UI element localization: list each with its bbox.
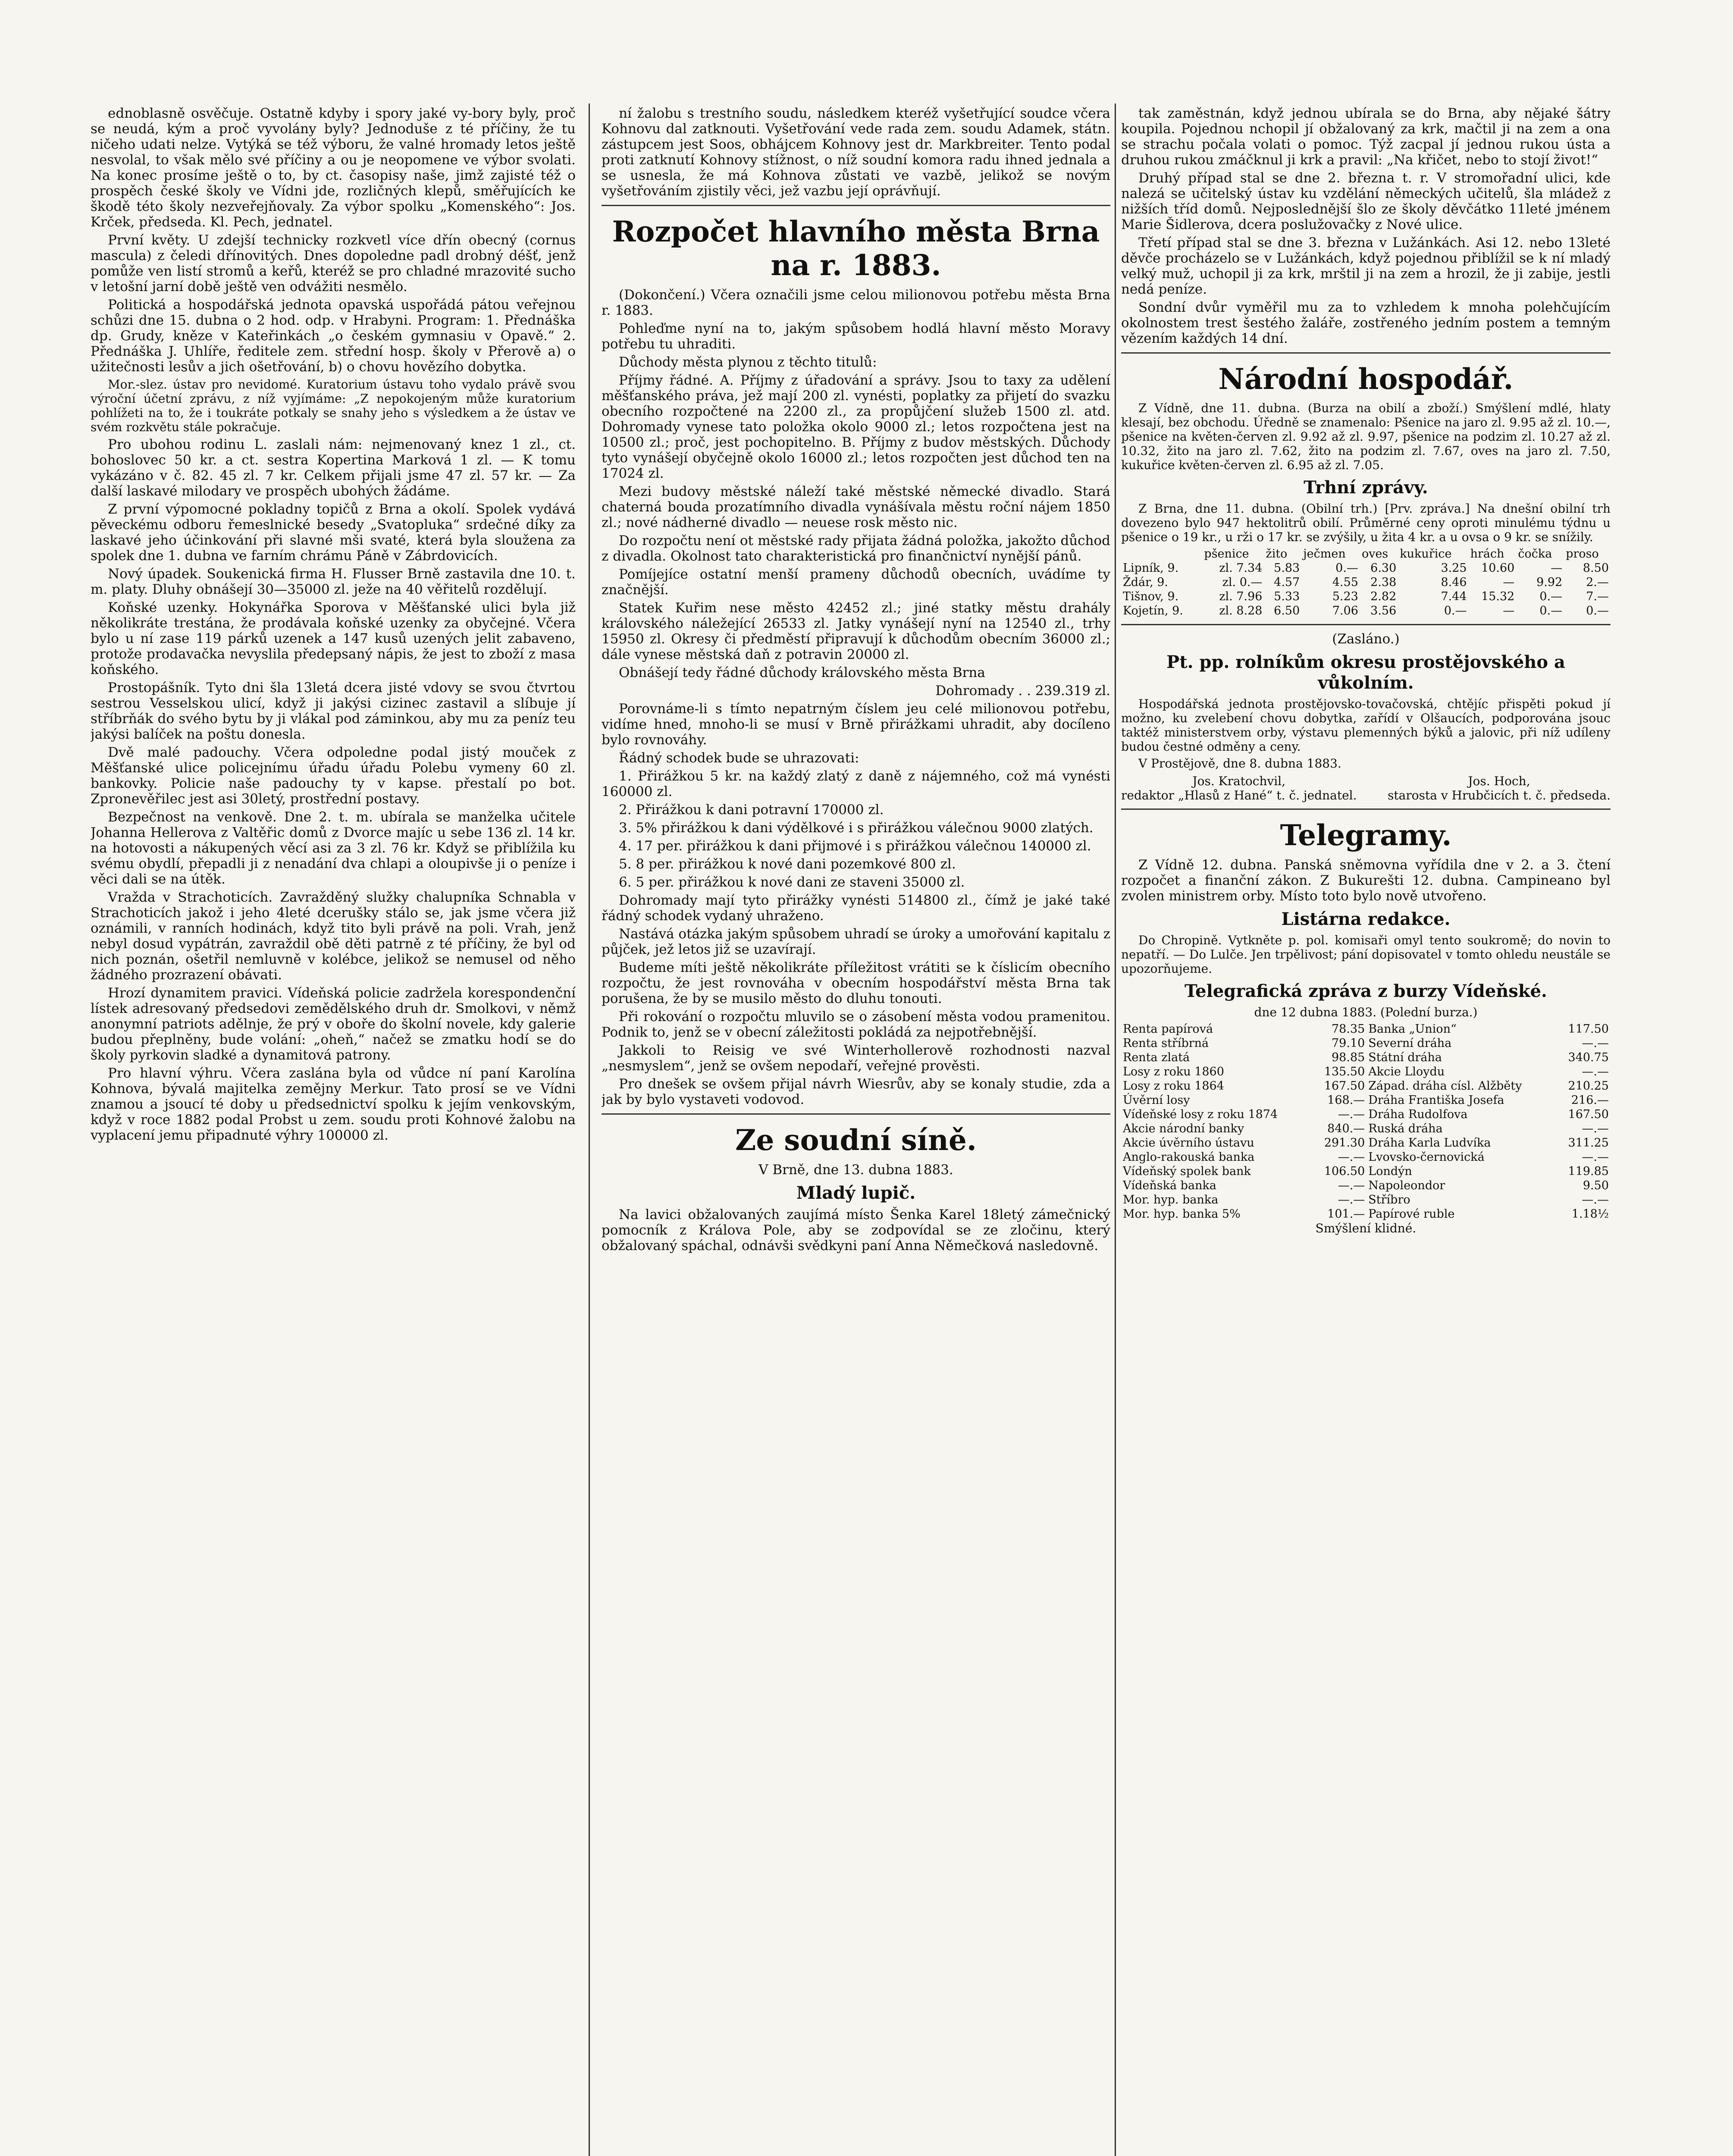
table-cell: Kojetín, 9. (1123, 604, 1183, 617)
divider (1121, 352, 1611, 354)
table-cell: Úvěrní losy (1123, 1094, 1190, 1107)
paragraph: 5. 8 per. přirážkou k nové dani pozemkové 800 zl. (619, 856, 956, 872)
table-cell: 7.44 (1441, 590, 1467, 603)
paragraph: Sondní dvůr vyměřil mu za to vzhledem k mnoha polehčujícím okolnostem trest šestého žaláře, zostřeného jedním postem a temným vězením každých 14 dní. (1121, 300, 1611, 346)
table-header: žito (1266, 547, 1288, 561)
signature-role: starosta v Hrubčicích t. č. předseda. (1388, 788, 1611, 802)
subheading: Telegrafická zpráva z burzy Vídeňské. (1185, 981, 1547, 1001)
table-cell: Akcie národní banky (1123, 1122, 1244, 1135)
table-row (1121, 1122, 1611, 1136)
table-cell: 15.32 (1481, 590, 1515, 603)
article-heading: Rozpočet hlavního města Brna na r. 1883. (612, 215, 1100, 282)
table-cell: Západ. dráha císl. Alžběty (1368, 1079, 1522, 1093)
divider (602, 205, 1110, 206)
table-cell: 106.50 (1324, 1165, 1365, 1178)
column-rule (589, 103, 590, 2156)
notice-date: V Prostějově, dne 8. dubna 1883. (1138, 756, 1341, 771)
table-cell: Napoleondor (1368, 1179, 1445, 1192)
table-cell: Losy z roku 1860 (1123, 1065, 1224, 1078)
table-cell: 3.25 (1441, 561, 1467, 575)
table-header: čočka (1518, 547, 1552, 561)
table-cell: 119.85 (1568, 1165, 1609, 1178)
table-cell: zl. 8.28 (1219, 604, 1263, 617)
table-cell: 4.57 (1274, 576, 1300, 589)
table-cell: — (1503, 604, 1515, 617)
table-cell: zl. 7.96 (1219, 590, 1263, 603)
table-cell: 167.50 (1568, 1108, 1609, 1121)
table-cell: —.— (1582, 1037, 1609, 1050)
signatures (1121, 774, 1611, 802)
table-cell: 101.— (1327, 1207, 1365, 1221)
signature-name: Jos. Kratochvil, (1192, 774, 1286, 788)
table-cell: Dráha Františka Josefa (1368, 1094, 1504, 1107)
grain-price-table (1121, 547, 1611, 618)
table-cell: Vídeňské losy z roku 1874 (1123, 1108, 1278, 1121)
table-row (1121, 1107, 1611, 1122)
table-cell: 2.82 (1370, 590, 1397, 603)
paragraph: Koňské uzenky. Hokynářka Sporova v Měšťanské ulici byla již několikráte trestána, že prodávala koňské uzenky za obyčejné. Včera bylo u ní zase 119 párků uzenek a 147 kusů uzených jelit zabaveno, protože prodavačka nevyslila předepsaný nápis, že jest to zboží z masa koňského. (91, 600, 576, 677)
paragraph: Druhý případ stal se dne 2. března t. r. V stromořadní ulici, kde nalezá se učitelský ústav ku vzdělání německých učitelů, šla mládež z nižších tříd domů. Nejposlednější šlo ze školy děvčátko 11leté jménem Marie Šidlerova, dcera poslužovačky z Nové ulice. (1121, 170, 1611, 232)
table-cell: 2.38 (1370, 576, 1397, 589)
table-row (1121, 1164, 1611, 1178)
table-cell: Lipník, 9. (1123, 561, 1179, 575)
paragraph: Pro dnešek se ovšem přijal návrh Wiesrův, aby se konaly studie, zda a jak by bylo vystaveti vodovod. (602, 1076, 1110, 1107)
table-cell: Dráha Rudolfova (1368, 1108, 1468, 1121)
table-row (1121, 1178, 1611, 1193)
paragraph: ednoblasně osvěčuje. Ostatně kdyby i spory jaké vy-bory byly, proč se neudá, kým a proč vyvolány byly? Jednoduše z té příčiny, že tu ničeho udati nelze. Vytýká se též výboru, že valné hromady letos ještě nesvolal, to však mělo své příčiny a ou je neopomene ve výbor svolati. Na konec prosíme ještě o to, by ct. časopisy naše, jimž zajisté též o prospěch české školy ve Vídni jde, rozličných klepů, směřujících ke škodě této školy nezveřejňovaly. Za výbor spolku „Komenského“: Jos. Krček, předseda. Kl. Pech, jednatel. (91, 106, 576, 230)
table-cell: 0.— (1539, 604, 1563, 617)
paragraph: Budeme míti ještě několikráte příležitost vrátiti se k číslicím obecního rozpočtu, že jest rovnováha v obecním hospodářství města Brna tak porušena, že by se musilo město do dluhu tonouti. (602, 960, 1110, 1006)
bourse-footer: Smýšlení klidné. (1315, 1221, 1416, 1235)
paragraph: Hospodářská jednota prostějovsko-tovačovská, chtějíc přispěti pokud jí možno, ku zvelebení chovu dobytka, zařídí v Olšaucích, podporována jsouc taktéž ministerstvem orby, výstavu plemenných býků a jalovic, při níž udíleny budou čestné odměny a ceny. (1121, 697, 1611, 754)
table-cell: 0.— (1539, 590, 1563, 603)
table-cell: Renta zlatá (1123, 1051, 1190, 1064)
table-header: proso (1566, 547, 1599, 561)
table-cell: 5.23 (1332, 590, 1358, 603)
divider (1121, 624, 1611, 625)
table-cell: Státní dráha (1368, 1051, 1442, 1064)
paragraph: Z Vídně, dne 11. dubna. (Burza na obilí a zboží.) Smýšlení mdlé, hlaty klesají, bez obchodu. Úředně se znamenalo: Pšenice na jaro zl. 9.95 až zl. 10.—, pšenice na květen-červen zl. 9.92 až zl. 9.97, pšenice na podzim zl. 10.27 až zl. 10.32, žito na jaro zl. 7.62, žito na podzim zl. 7.67, oves na jaro zl. 7.50, kukuřice květen-červen zl. 6.95 až zl. 7.05. (1121, 401, 1611, 472)
table-cell: 0.— (1335, 561, 1358, 575)
table-cell: 2.— (1586, 576, 1609, 589)
section-heading: Telegramy. (1280, 818, 1452, 852)
table-row (1121, 1022, 1611, 1036)
table-cell: 6.50 (1274, 604, 1300, 617)
subheading: Mladý lupič. (796, 1183, 916, 1203)
table-cell: 840.— (1327, 1122, 1365, 1135)
table-header: kukuřice (1400, 547, 1452, 561)
table-cell: 5.83 (1274, 561, 1300, 575)
table-cell: 8.46 (1441, 576, 1467, 589)
table-cell: Mor. hyp. banka (1123, 1193, 1219, 1206)
divider (602, 1113, 1110, 1115)
table-cell: 0.— (1444, 604, 1467, 617)
table-cell: —.— (1338, 1108, 1365, 1121)
table-cell: —.— (1338, 1150, 1365, 1164)
table-row (1121, 575, 1611, 589)
table-header: oves (1361, 547, 1388, 561)
table-cell: 9.50 (1583, 1179, 1609, 1192)
table-cell: 135.50 (1324, 1065, 1365, 1078)
table-cell: —.— (1582, 1150, 1609, 1164)
section-heading: Ze soudní síně. (735, 1123, 977, 1157)
table-cell: 0.— (1586, 604, 1609, 617)
table-cell: —.— (1582, 1065, 1609, 1078)
table-cell: 98.85 (1332, 1051, 1365, 1064)
table-cell: Mor. hyp. banka 5% (1123, 1207, 1241, 1221)
paragraph: Z Vídně 12. dubna. Panská sněmovna vyřídila dne v 2. a 3. čtení rozpočet a finanční zákon. Z Bukurešti 12. dubna. Campineano byl zvolen ministrem orby. Místo toto bylo nově utvořeno. (1121, 857, 1611, 904)
table-cell: Akcie úvěrního ústavu (1123, 1136, 1254, 1150)
table-row (1121, 1079, 1611, 1093)
table-row (1121, 604, 1611, 618)
paragraph: Příjmy řádné. A. Příjmy z úřadování a správy. Jsou to taxy za udělení měšťanského práva, jež mají 200 zl. vynésti, poplatky za přijetí do svazku obecního rozpočtené na 2200 zl., za propůjčení služeb 1500 zl. atd. Dohromady vynese tato položka okolo 9000 zl.; letos rozpočtena jest na 10500 zl.; proč, jest pochopitelno. B. Příjmy z budov městských. Důchody tyto vynášejí obyčejně okolo 16000 zl.; letos rozpočten jest důchod ten na 17024 zl. (602, 373, 1110, 481)
table-cell: Lvovsko-černovická (1368, 1150, 1485, 1164)
paragraph: Řádný schodek bude se uhrazovati: (619, 750, 859, 766)
signature-role: redaktor „Hlasů z Hané“ t. č. jednatel. (1121, 788, 1357, 802)
paragraph: Důchody města plynou z těchto titulů: (619, 354, 877, 370)
table-cell: — (1551, 561, 1563, 575)
table-cell: Renta stříbrná (1123, 1037, 1209, 1050)
subheading: Listárna redakce. (1281, 909, 1451, 929)
table-cell: 4.55 (1332, 576, 1358, 589)
paragraph: Při rokování o rozpočtu mluvilo se o zásobení města vodou pramenitou. Podnik to, jenž se v obecní záležitosti pokládá za nejpotřebnější. (602, 1009, 1110, 1040)
table-cell: Ruská dráha (1368, 1122, 1443, 1135)
table-row (1121, 1036, 1611, 1050)
column-rule (1115, 103, 1116, 2156)
paragraph: Z Brna, dne 11. dubna. (Obilní trh.) [Prv. zpráva.] Na dnešní obilní trh dovezeno bylo 947 hektolitrů obilí. Průměrné ceny oproti minulému týdnu u pšenice o 19 kr., u rži o 17 kr. se zvýšily, u žita 4 kr. a u ovsa o 9 kr. se snížily. (1121, 501, 1611, 544)
paragraph: 6. 5 per. přirážkou k nové dani ze staveni 35000 zl. (619, 874, 965, 890)
table-cell: Losy z roku 1864 (1123, 1079, 1224, 1093)
paragraph: Pohleďme nyní na to, jakým spůsobem hodlá hlavní město Moravy potřebu tu uhraditi. (602, 321, 1110, 352)
table-cell: Dráha Karla Ludvíka (1368, 1136, 1491, 1150)
paragraph: Do Chropině. Vytkněte p. pol. komisaři omyl tento soukromě; do novin to nepatří. — Do Lulče. Jen trpělivost; pání dopisovatel v tomto ohledu neustále se upozorňujeme. (1121, 933, 1611, 976)
table-header: pšenice (1204, 547, 1249, 561)
table-cell: 5.33 (1274, 590, 1300, 603)
table-cell: 216.— (1571, 1094, 1609, 1107)
paragraph: 4. 17 per. přirážkou k dani přijmové i s přirážkou válečnou 140000 zl. (619, 838, 1091, 854)
table-row (1121, 1050, 1611, 1065)
table-cell: 79.10 (1332, 1037, 1365, 1050)
table-cell: zl. 0.— (1222, 576, 1263, 589)
divider (1121, 808, 1611, 810)
paragraph: Nastává otázka jakým spůsobem uhradí se úroky a umořování kapitalu z půjček, jež letos již se uzavírají. (602, 926, 1110, 957)
table-cell: —.— (1338, 1193, 1365, 1206)
paragraph: Pro ubohou rodinu L. zaslali nám: nejmenovaný knez 1 zl., ct. bohoslovec 50 kr. a ct. sestra Kopertina Marková 1 zl. — K tomu vykázáno v č. 82. 45 zl. 7 kr. Celkem přijali jsme 47 zl. 57 kr. — Za další laskavé milodary ve prospěch ubohých žádáme. (91, 437, 576, 499)
paragraph: Porovnáme-li s tímto nepatrným číslem jeu celé milionovou potřebu, vidíme hned, mnoho-li se musí v Brně přirážkami uhradit, aby docíleno bylo rovnováhy. (602, 701, 1110, 748)
paragraph: ní žalobu s trestního soudu, následkem kteréž vyšetřující soudce včera Kohnovu dal zatknouti. Vyšetřování vede rada zem. soudu Adamek, státn. zástupcem jest Soos, obhájcem Kohnovy jest dr. Markbreiter. Tento podal proti zatknutí Kohnovy stížnost, o níž soudní komora radu ihned jednala a se usnesla, že má Kohnova zůstati ve vazbě, jelikož se novým vyšetřováním zjistily věci, jež vazbu její oprávňují. (602, 106, 1110, 199)
subheading: Trhní zprávy. (1304, 477, 1428, 498)
table-cell: Renta papírová (1123, 1022, 1213, 1036)
table-cell: 117.50 (1568, 1022, 1609, 1036)
table-header-row (1121, 547, 1611, 561)
paragraph: Vražda v Strachoticích. Zavražděný služky chalupníka Schnabla v Strachoticích jakož i jeho 4leté dcerušky stálo se, jak jsme včera již oznámili, v ranních hodinách, když tito byli právě na poli. Vrah, jenž nebyl dosud vypátrán, zavraždil obě děti patrně z té příčiny, že byl od nich poznán, ošetřil nemluvně v kolébce, jelikož se nemusel od něho žádného prozrazení obávati. (91, 890, 576, 983)
table-cell: 10.60 (1481, 561, 1515, 575)
table-header (1121, 547, 1202, 561)
table-row (1121, 1193, 1611, 1207)
dateline: V Brně, dne 13. dubna 1883. (758, 1162, 953, 1178)
paragraph: 1. Přirážkou 5 kr. na každý zlatý z daně z nájemného, což má vynésti 160000 zl. (602, 768, 1110, 799)
paragraph: 3. 5% přirážkou k dani výdělkové i s přirážkou válečnou 9000 zlatých. (619, 820, 1094, 836)
bourse-date: dne 12 dubna 1883. (Polední burza.) (1254, 1005, 1478, 1019)
table-cell: Papírové ruble (1368, 1207, 1455, 1221)
paragraph: tak zaměstnán, když jednou ubírala se do Brna, aby nějaké šátry koupila. Pojednou nchopil jí obžalovaný za krk, mačtil ji na zem a ona se strachu počala volati o pomoc. Týž zacpal jí jednou rukou ústa a druhou rukou zmáčknul ji krk a pravil: „Na křičet, nebo to stojí život!“ (1121, 106, 1611, 168)
table-cell: 291.30 (1324, 1136, 1365, 1150)
table-cell: Akcie Lloydu (1368, 1065, 1445, 1078)
table-cell: 7.06 (1332, 604, 1358, 617)
table-row (1121, 1093, 1611, 1107)
column-right (1121, 106, 1611, 2156)
table-cell: 3.56 (1370, 604, 1397, 617)
table-row (1121, 1150, 1611, 1164)
paragraph: Hrozí dynamitem pravici. Vídeňská policie zadržela korespondenční lístek adresovaný předsedovi zemědělského druh dr. Smolkovi, v němž anonymní patriots adělnje, že prý v oboře do školní novele, kdy galerie budou přeplněny, bude volání: „oheň,“ načež se zmatku hodí se do školy pyrkovin sladké a dynamitová patrony. (91, 985, 576, 1063)
paragraph: Třetí případ stal se dne 3. března v Lužánkách. Asi 12. nebo 13leté děvče procházelo se v Lužánkách, když pojednou přiblížil se k ní mladý velký muž, uchopil ji za krk, mrštil ji na zem a hrozil, že ji zabije, jestli nedá peníze. (1121, 235, 1611, 297)
zaslano-label: (Zasláno.) (1332, 631, 1400, 647)
table-cell: 168.— (1327, 1094, 1365, 1107)
table-cell: 78.35 (1332, 1022, 1365, 1036)
table-cell: Ždár, 9. (1123, 576, 1169, 589)
table-cell: 7.— (1586, 590, 1609, 603)
paragraph: Bezpečnost na venkově. Dne 2. t. m. ubírala se manželka učitele Johanna Hellerova z Valtěřic domů z Dvorce majíc u sebe 136 zl. 14 kr. na hotovosti a nákupených věcí asi za 3 zl. 76 kr. Když se přiblížila ku svému obydlí, přepadli ji z nenadání dva chlapi a oloupivše ji o peníze i věci dali se na útěk. (91, 809, 576, 887)
signature-left (1121, 774, 1357, 802)
paragraph: Pomíjejíce ostatní menší prameny důchodů obecních, uvádíme ty značnější. (602, 567, 1110, 598)
paragraph: Politická a hospodářská jednota opavská uspořádá pátou veřejnou schůzi dne 15. dubna o 2 hod. odp. v Hrabyni. Program: 1. Přednáška dp. Grudy, kněze v Kateřinkách „o českém gymnasiu v Opavě.“ 2. Přednáška J. Uhlíře, ředitele zem. střední hosp. školy v Přerově a) o užitečnosti lesův a jich ošetřování, b) o chovu hovězího dobytka. (91, 297, 576, 375)
table-cell: Anglo-rakouská banka (1123, 1150, 1255, 1164)
table-header: ječmen (1303, 547, 1346, 561)
notice-heading: Pt. pp. rolníkům okresu prostějovského a vůkolním. (1166, 652, 1565, 693)
table-cell: Banka „Union“ (1368, 1022, 1457, 1036)
table-cell: Vídeňská banka (1123, 1179, 1216, 1192)
table-cell: 9.92 (1536, 576, 1563, 589)
table-row (1121, 1136, 1611, 1150)
table-cell: 6.30 (1370, 561, 1397, 575)
table-cell: — (1503, 576, 1515, 589)
paragraph: (Dokončení.) Včera označili jsme celou milionovou potřebu města Brna r. 1883. (602, 287, 1110, 318)
section-heading: Národní hospodář. (1218, 362, 1514, 396)
table-cell: —.— (1338, 1179, 1365, 1192)
table-cell: 340.75 (1568, 1051, 1609, 1064)
table-row (1121, 561, 1611, 575)
paragraph: Jakkoli to Reisig ve své Winterhollerově rozhodnosti nazval „nesmyslem“, jenž se ovšem nepodaří, veřejné prověsti. (602, 1043, 1110, 1074)
table-cell: zl. 7.34 (1219, 561, 1263, 575)
paragraph: Mor.-slez. ústav pro nevidomé. Kuratorium ústavu toho vydalo právě svou výroční účetní zprávu, z níž vyjímáme: „Z nepokojeným může kuratorium pohlížeti na to, že i toukráte potkaly se snahy jeho s výsledkem a že ústav ve svém rozkvětu stále pokračuje. (91, 377, 576, 434)
bourse-table (1121, 1022, 1611, 1221)
table-header: hrách (1470, 547, 1504, 561)
table-row (1121, 1065, 1611, 1079)
paragraph: Obnášejí tedy řádné důchody královského města Brna (619, 665, 985, 680)
table-cell: —.— (1582, 1193, 1609, 1206)
paragraph: Nový úpadek. Soukenická firma H. Flusser Brně zastavila dne 10. t. m. platy. Dluhy obnášejí 30—35000 zl. ježe na 40 věřitelů rozdělují. (91, 566, 576, 597)
signature-name: Jos. Hoch, (1468, 774, 1530, 788)
paragraph: Pro hlavní výhru. Včera zaslána byla od vůdce ní paní Karolína Kohnova, bývalá majitelka zemějny Merkur. Tato prosí se ve Vídni znamou a jsoucí té doby u předsednictví spolku k jejím venkovským, když v roce 1882 podal Probst u zem. soudu proti Kohnové žalobu na vyplacení jemu připadnuté výhry 100000 zl. (91, 1065, 576, 1143)
paragraph: Do rozpočtu není ot městské rady přijata žádná položka, jakožto důchod z divadla. Okolnost tato charakteristická pro finančnictví nynější pánů. (602, 533, 1110, 564)
paragraph: Z první výpomocné pokladny topičů z Brna a okolí. Spolek vydává pěveckému odboru řemeslnické besedy „Svatopluka“ srdečné díky za laskavé jeho účinkování při slavné mši svaté, která byla sloužena za spolek dne 1. dubna ve farním chrámu Páně v Zábrdovicích. (91, 501, 576, 564)
paragraph: První květy. U zdejší technicky rozkvetl více dřín obecný (cornus mascula) z čeledi dřínovitých. Dnes dopoledne padl drobný déšť, jenž pomůže ven listí stromů a keřů, kteréž se pro chladné mrazovité sucho v letošní jarní době ještě ven odvážiti nesmělo. (91, 232, 576, 295)
table-row (1121, 1207, 1611, 1221)
table-cell: 210.25 (1568, 1079, 1609, 1093)
table-cell: Londýn (1368, 1165, 1412, 1178)
table-cell: 1.18½ (1571, 1207, 1609, 1221)
table-cell: —.— (1582, 1122, 1609, 1135)
paragraph: Dohromady . . 239.319 zl. (935, 683, 1110, 699)
table-cell: 311.25 (1568, 1136, 1609, 1150)
paragraph: Na lavici obžalovaných zaujímá místo Šenka Karel 18letý zámečnický pomocník z Králova Pole, aby se zodpovídal se ze zločinu, který obžalovaný spáchal, odnávši svědkyni paní Anna Němečková nasledovně. (602, 1207, 1110, 1253)
table-cell: Stříbro (1368, 1193, 1410, 1206)
paragraph: 2. Přirážkou k dani potravní 170000 zl. (619, 802, 884, 818)
paragraph: Prostopášník. Tyto dni šla 13letá dcera jisté vdovy se svou čtvrtou sestrou Vesselskou ulicí, když ji jakýsi cizinec zastavil a slíbuje jí stříbrňák do svého bytu by ji vlákal pod záminkou, aby mu za peníz teu jakýsi balíček na poštu donesla. (91, 680, 576, 742)
paragraph: Statek Kuřim nese město 42452 zl.; jiné statky městu drahály královského náležející 26533 zl. Jatky vynášejí nyní na 12540 zl., trhy 15950 zl. Okresy či předměstí připravují k důchodům obecním 36000 zl.; dále vynese městská daň z potravin 20000 zl. (602, 600, 1110, 662)
paragraph: Dvě malé padouchy. Včera odpoledne podal jistý mouček z Měšťanské ulice policejnímu úřadu úřadu Polebu vymeny 60 zl. bankovky. Policie naše padouchy ty v kapse. přestalí po bot. Zpronevěřilec jest asi 30letý, prostřední postavy. (91, 745, 576, 807)
table-cell: 8.50 (1583, 561, 1609, 575)
column-middle (602, 106, 1110, 2156)
table-row (1121, 589, 1611, 604)
table-cell: 167.50 (1324, 1079, 1365, 1093)
table-cell: Vídeňský spolek bank (1123, 1165, 1251, 1178)
table-cell: Tišnov, 9. (1123, 590, 1179, 603)
table-cell: Severní dráha (1368, 1037, 1452, 1050)
paragraph: Dohromady mají tyto přirážky vynésti 514800 zl., čímž je jaké také řádný schodek vydaný uhraženo. (602, 893, 1110, 924)
column-left (91, 106, 576, 2156)
paragraph: Mezi budovy městské náleží také městské německé divadlo. Stará chaterná bouda prozatímního divadla vynášívala městu roční nájem 1850 zl.; nové nádherné divadlo — neuese rosk město nic. (602, 484, 1110, 530)
signature-right (1388, 774, 1611, 802)
